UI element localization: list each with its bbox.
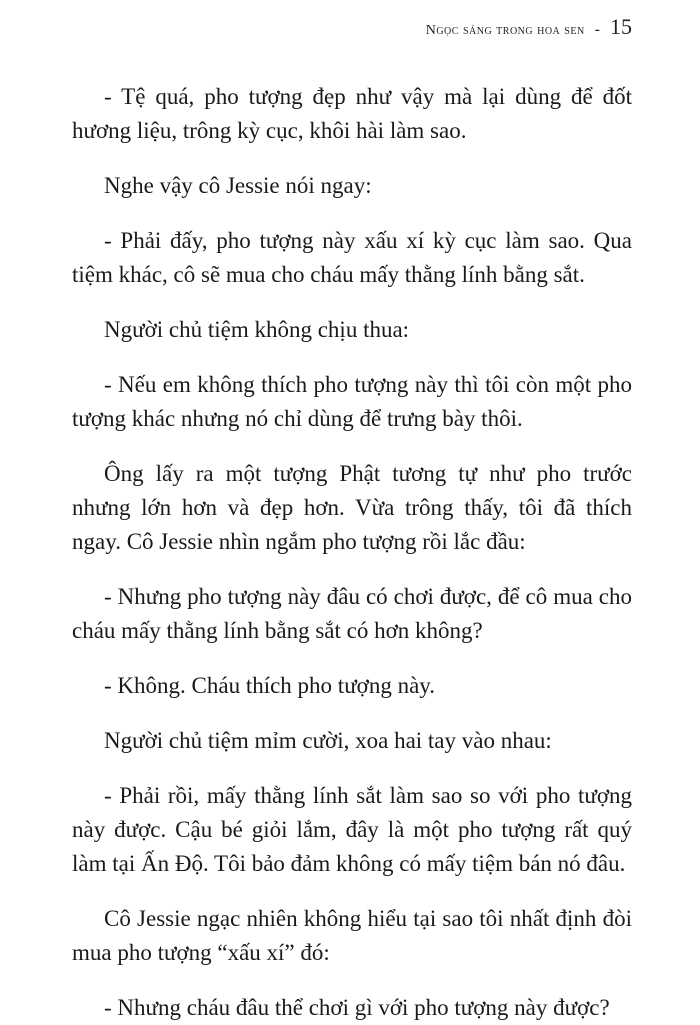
paragraph: Cô Jessie ngạc nhiên không hiểu tại sao tôi nhất định đòi mua pho tượng “xấu xí” đó: (72, 906, 632, 965)
paragraph: - Phải rồi, mấy thằng lính sắt làm sao so với pho tượng này được. Cậu bé giỏi lắm, đây là một pho tượng rất quý làm tại Ấn Độ. Tôi bảo đảm không có mấy tiệm bán nó đâu. (72, 783, 632, 876)
running-title: Ngọc sáng trong hoa sen (425, 23, 585, 38)
paragraph: - Nhưng cháu đâu thể chơi gì với pho tượng này được? (104, 995, 610, 1020)
paragraph: Nghe vậy cô Jessie nói ngay: (104, 173, 372, 198)
paragraph: Người chủ tiệm không chịu thua: (104, 317, 410, 342)
paragraph: - Phải đấy, pho tượng này xấu xí kỳ cục làm sao. Qua tiệm khác, cô sẽ mua cho cháu mấy thằng lính bằng sắt. (72, 228, 632, 287)
header-separator: - (594, 21, 600, 38)
paragraph: - Nhưng pho tượng này đâu có chơi được, để cô mua cho cháu mấy thằng lính bằng sắt có hơn không? (72, 584, 632, 643)
running-header (426, 14, 632, 40)
paragraph: Người chủ tiệm mỉm cười, xoa hai tay vào nhau: (104, 728, 552, 753)
paragraph: Ông lấy ra một tượng Phật tương tự như pho trước nhưng lớn hơn và đẹp hơn. Vừa trông thấy, tôi đã thích ngay. Cô Jessie nhìn ngắm pho tượng rồi lắc đầu: (72, 461, 632, 554)
paragraph: - Nếu em không thích pho tượng này thì tôi còn một pho tượng khác nhưng nó chỉ dùng để trưng bày thôi. (72, 372, 632, 431)
paragraph: - Tệ quá, pho tượng đẹp như vậy mà lại dùng để đốt hương liệu, trông kỳ cục, khôi hài làm sao. (72, 84, 632, 143)
body-text (72, 80, 632, 1025)
page-number: 15 (610, 14, 632, 39)
paragraph: - Không. Cháu thích pho tượng này. (104, 673, 436, 698)
